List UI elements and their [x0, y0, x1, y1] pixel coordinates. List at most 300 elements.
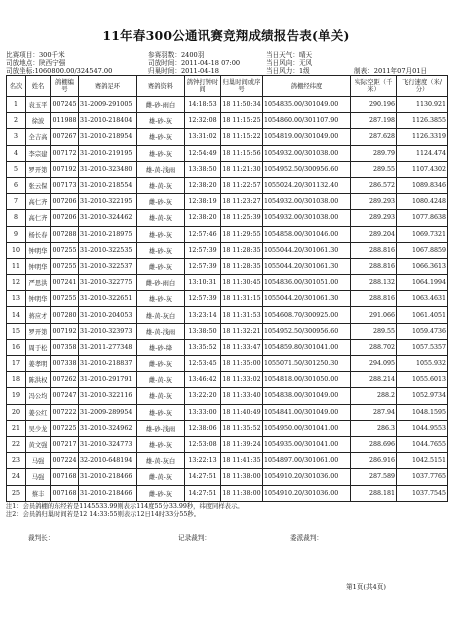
header-loft-id: 鸽棚编号 — [51, 76, 79, 97]
cell-clock-time: 12:38:06 — [185, 420, 221, 436]
cell-bird-info: 雄-砂-灰 — [137, 226, 185, 242]
cell-loft-id: 007358 — [51, 339, 79, 355]
cell-rank: 9 — [7, 226, 26, 242]
cell-ring-number: 31-2010-204053 — [79, 307, 137, 323]
cell-clock-time: 13:33:00 — [185, 404, 221, 420]
cell-return-time: 18 11:22:57 — [221, 177, 263, 193]
cell-return-time: 18 11:35:00 — [221, 356, 263, 372]
cell-name: 钟明华 — [26, 291, 51, 307]
cell-loft-coords: 1054841.00/301049.00 — [263, 404, 351, 420]
cell-rank: 8 — [7, 210, 26, 226]
cell-bird-info: 雄-砂-灰 — [137, 291, 185, 307]
cell-bird-info: 雄-砂-灰 — [137, 129, 185, 145]
cell-clock-time: 12:57:46 — [185, 226, 221, 242]
cell-distance: 287.198 — [351, 113, 397, 129]
cell-clock-time: 13:31:02 — [185, 129, 221, 145]
cell-name: 李宗建 — [26, 145, 51, 161]
cell-clock-time: 12:53:45 — [185, 356, 221, 372]
table-row — [7, 242, 448, 258]
cell-loft-id: 007255 — [51, 291, 79, 307]
cell-speed: 1069.7321 — [397, 226, 448, 242]
cell-loft-coords: 1054932.00/301038.00 — [263, 145, 351, 161]
cell-return-time: 18 11:31:15 — [221, 291, 263, 307]
cell-speed: 1055.932 — [397, 356, 448, 372]
cell-loft-coords: 1054835.00/301049.00 — [263, 97, 351, 113]
note-2: 注2：会员鸽归巢时间若是12 14:33:55则表示12日14时33分55秒。 — [6, 511, 200, 518]
cell-return-time: 18 11:15:56 — [221, 145, 263, 161]
cell-ring-number: 31-2010-322651 — [79, 291, 137, 307]
table-row — [7, 194, 448, 210]
table-row — [7, 145, 448, 161]
cell-ring-number: 31-2010-324462 — [79, 210, 137, 226]
cell-speed: 1124.474 — [397, 145, 448, 161]
cell-distance: 287.628 — [351, 129, 397, 145]
cell-speed: 1107.4302 — [397, 161, 448, 177]
cell-return-time: 18 11:32:21 — [221, 323, 263, 339]
cell-rank: 4 — [7, 145, 26, 161]
cell-return-time: 18 11:28:35 — [221, 258, 263, 274]
cell-rank: 24 — [7, 469, 26, 485]
cell-distance: 288.181 — [351, 485, 397, 501]
cell-name: 徐波 — [26, 113, 51, 129]
cell-return-time: 18 11:33:40 — [221, 388, 263, 404]
cell-rank: 16 — [7, 339, 26, 355]
cell-return-time: 18 11:23:27 — [221, 194, 263, 210]
cell-clock-time: 13:22:20 — [185, 388, 221, 404]
cell-loft-id: 007280 — [51, 307, 79, 323]
cell-name: 钟明华 — [26, 258, 51, 274]
cell-name: 冯公均 — [26, 388, 51, 404]
table-row — [7, 307, 448, 323]
cell-clock-time: 13:38:50 — [185, 323, 221, 339]
cell-distance: 289.293 — [351, 194, 397, 210]
cell-bird-info: 雄-砂-灰 — [137, 436, 185, 452]
header-clock-time: 鸽钟打钟时间 — [185, 76, 221, 97]
cell-rank: 5 — [7, 161, 26, 177]
cell-bird-info: 雄-黄-灰 — [137, 210, 185, 226]
cell-name: 周于松 — [26, 339, 51, 355]
cell-loft-coords: 1054952.50/300956.60 — [263, 161, 351, 177]
cell-speed: 1059.4736 — [397, 323, 448, 339]
cell-return-time: 18 11:28:35 — [221, 242, 263, 258]
cell-rank: 12 — [7, 275, 26, 291]
table-row — [7, 210, 448, 226]
table-row — [7, 420, 448, 436]
table-row — [7, 177, 448, 193]
table-row — [7, 226, 448, 242]
cell-clock-time: 12:38:20 — [185, 210, 221, 226]
cell-name: 陈洪权 — [26, 372, 51, 388]
made-date: 制表：2011年07月01日 — [354, 67, 428, 75]
cell-clock-time: 13:23:14 — [185, 307, 221, 323]
cell-rank: 18 — [7, 372, 26, 388]
cell-clock-time: 12:54:49 — [185, 145, 221, 161]
cell-clock-time: 13:22:13 — [185, 453, 221, 469]
wind-force: 当日风力：1级 — [266, 67, 310, 75]
header-return-time: 归巢时间或序号 — [221, 76, 263, 97]
cell-return-time: 18 11:41:35 — [221, 453, 263, 469]
cell-speed: 1064.1994 — [397, 275, 448, 291]
cell-clock-time: 12:32:08 — [185, 113, 221, 129]
table-row — [7, 339, 448, 355]
cell-loft-coords: 1054932.00/301038.00 — [263, 194, 351, 210]
cell-ring-number: 31-2010-322775 — [79, 275, 137, 291]
cell-bird-info: 雄-黄-浅雨 — [137, 161, 185, 177]
cell-bird-info: 雄-黄-灰白 — [137, 307, 185, 323]
cell-distance: 291.066 — [351, 307, 397, 323]
cell-ring-number: 31-2010-218404 — [79, 113, 137, 129]
cell-clock-time: 14:27:51 — [185, 469, 221, 485]
header-ring-number: 赛鸽足环 — [79, 76, 137, 97]
cell-ring-number: 31-2010-322116 — [79, 388, 137, 404]
cell-loft-id: 007222 — [51, 404, 79, 420]
cell-distance: 288.816 — [351, 242, 397, 258]
cell-loft-coords: 1054950.00/301041.00 — [263, 420, 351, 436]
cell-ring-number: 31-2010-218954 — [79, 129, 137, 145]
cell-loft-id: 007247 — [51, 388, 79, 404]
cell-distance: 286.572 — [351, 177, 397, 193]
cell-distance: 286.3 — [351, 420, 397, 436]
table-row — [7, 258, 448, 274]
cell-speed: 1055.6013 — [397, 372, 448, 388]
cell-distance: 288.816 — [351, 258, 397, 274]
cell-distance: 294.095 — [351, 356, 397, 372]
cell-ring-number: 31-2009-289954 — [79, 404, 137, 420]
table-row — [7, 129, 448, 145]
cell-ring-number: 31-2010-218466 — [79, 485, 137, 501]
cell-name: 高仁齐 — [26, 210, 51, 226]
table-row — [7, 485, 448, 501]
cell-distance: 289.55 — [351, 323, 397, 339]
cell-speed: 1126.3855 — [397, 113, 448, 129]
cell-speed: 1057.5357 — [397, 339, 448, 355]
release-place: 司放地点：陕西宁强 — [6, 59, 66, 67]
page-title: 11年春300公通讯赛竞翔成绩报告表(单关) — [102, 28, 350, 43]
cell-bird-info: 雌-黄-灰 — [137, 372, 185, 388]
cell-speed: 1037.7765 — [397, 469, 448, 485]
cell-loft-coords: 1054932.00/301038.00 — [263, 210, 351, 226]
cell-loft-coords: 1054819.00/301049.00 — [263, 129, 351, 145]
cell-return-time: 18 11:35:52 — [221, 420, 263, 436]
cell-ring-number: 31-2010-218466 — [79, 469, 137, 485]
cell-distance: 290.196 — [351, 97, 397, 113]
cell-name: 姜公红 — [26, 404, 51, 420]
cell-bird-info: 雄-砂-灰 — [137, 404, 185, 420]
cell-loft-coords: 1055044.20/301061.30 — [263, 242, 351, 258]
cell-loft-id: 007225 — [51, 420, 79, 436]
cell-ring-number: 31-2010-291791 — [79, 372, 137, 388]
wind-direction: 当日风向：无风 — [266, 59, 313, 67]
cell-return-time: 18 11:33:47 — [221, 339, 263, 355]
cell-loft-id: 007288 — [51, 226, 79, 242]
cell-rank: 11 — [7, 258, 26, 274]
header-speed: 飞行速度（米/分） — [397, 76, 448, 97]
header-bird-info: 赛鸽资料 — [137, 76, 185, 97]
cell-name: 严思洪 — [26, 275, 51, 291]
cell-loft-coords: 1054910.20/301036.00 — [263, 469, 351, 485]
cell-loft-id: 007172 — [51, 145, 79, 161]
cell-loft-coords: 1055044.20/301061.30 — [263, 258, 351, 274]
cell-clock-time: 12:38:20 — [185, 177, 221, 193]
cell-bird-info: 雄-砂-灰 — [137, 113, 185, 129]
cell-speed: 1037.7545 — [397, 485, 448, 501]
cell-loft-id: 007267 — [51, 129, 79, 145]
cell-return-time: 18 11:38:00 — [221, 485, 263, 501]
cell-return-time: 18 11:30:45 — [221, 275, 263, 291]
cell-loft-id: 007255 — [51, 242, 79, 258]
cell-loft-id: 007338 — [51, 356, 79, 372]
cell-distance: 288.816 — [351, 291, 397, 307]
cell-name: 杨长春 — [26, 226, 51, 242]
release-time: 司放时间：2011-04-18 07:00 — [148, 59, 241, 67]
table-row — [7, 323, 448, 339]
cell-bird-info: 雌-砂-灰 — [137, 485, 185, 501]
cell-ring-number: 31-2010-322195 — [79, 194, 137, 210]
cell-ring-number: 31-2010-324962 — [79, 420, 137, 436]
cell-ring-number: 31-2009-291005 — [79, 97, 137, 113]
release-coords: 司放坐标:1060800.00/324547.00 — [6, 67, 113, 75]
cell-ring-number: 31-2010-218837 — [79, 356, 137, 372]
entries-count: 参赛羽数：2400羽 — [148, 51, 205, 59]
cell-rank: 6 — [7, 177, 26, 193]
return-time: 归巢时间：2011-04-18 — [148, 67, 219, 75]
cell-distance: 288.214 — [351, 372, 397, 388]
table-row — [7, 469, 448, 485]
table-row — [7, 404, 448, 420]
cell-clock-time: 13:10:31 — [185, 275, 221, 291]
table-row — [7, 372, 448, 388]
cell-distance: 286.916 — [351, 453, 397, 469]
cell-loft-id: 007255 — [51, 258, 79, 274]
cell-name: 蒋应才 — [26, 307, 51, 323]
table-row — [7, 436, 448, 452]
cell-name: 马强 — [26, 453, 51, 469]
cell-clock-time: 12:57:39 — [185, 258, 221, 274]
weather: 当日天气：晴天 — [266, 51, 313, 59]
cell-clock-time: 12:53:08 — [185, 436, 221, 452]
table-row — [7, 275, 448, 291]
cell-loft-id: 007206 — [51, 194, 79, 210]
cell-distance: 288.132 — [351, 275, 397, 291]
cell-ring-number: 31-2010-219195 — [79, 145, 137, 161]
cell-speed: 1063.4631 — [397, 291, 448, 307]
results-table — [6, 75, 448, 502]
cell-distance: 287.589 — [351, 469, 397, 485]
cell-speed: 1061.4051 — [397, 307, 448, 323]
cell-bird-info: 雄-黄-灰白 — [137, 453, 185, 469]
cell-loft-coords: 1055071.50/301250.30 — [263, 356, 351, 372]
cell-bird-info: 雌-砂-雨白 — [137, 97, 185, 113]
table-header-row — [7, 76, 448, 97]
cell-ring-number: 31-2010-324773 — [79, 436, 137, 452]
cell-speed: 1066.3613 — [397, 258, 448, 274]
table-row — [7, 113, 448, 129]
cell-return-time: 18 11:15:25 — [221, 113, 263, 129]
cell-distance: 289.79 — [351, 145, 397, 161]
cell-loft-id: 007206 — [51, 210, 79, 226]
cell-loft-coords: 1054910.20/301036.00 — [263, 485, 351, 501]
table-row — [7, 453, 448, 469]
cell-distance: 289.55 — [351, 161, 397, 177]
page-number: 第1页(共4页) — [346, 583, 386, 591]
delegate-signature: 委派裁判： — [290, 534, 323, 542]
cell-distance: 288.2 — [351, 388, 397, 404]
cell-loft-coords: 1054952.50/300956.60 — [263, 323, 351, 339]
cell-clock-time: 12:57:39 — [185, 291, 221, 307]
referee-signature: 裁判长： — [28, 534, 55, 542]
cell-bird-info: 雄-黄-灰 — [137, 388, 185, 404]
cell-return-time: 18 11:38:00 — [221, 469, 263, 485]
cell-loft-coords: 1054860.00/301107.90 — [263, 113, 351, 129]
header-name: 姓名 — [26, 76, 51, 97]
cell-return-time: 18 11:25:39 — [221, 210, 263, 226]
cell-distance: 288.702 — [351, 339, 397, 355]
cell-bird-info: 雄-砂-灰 — [137, 145, 185, 161]
cell-name: 罗开第 — [26, 323, 51, 339]
cell-speed: 1044.9553 — [397, 420, 448, 436]
cell-return-time: 18 11:33:02 — [221, 372, 263, 388]
cell-loft-id: 007245 — [51, 97, 79, 113]
cell-ring-number: 31-2010-218975 — [79, 226, 137, 242]
cell-rank: 19 — [7, 388, 26, 404]
cell-name: 马强 — [26, 469, 51, 485]
cell-clock-time: 14:18:53 — [185, 97, 221, 113]
cell-speed: 1052.9734 — [397, 388, 448, 404]
cell-bird-info: 雄-砂-绛 — [137, 339, 185, 355]
cell-return-time: 18 11:15:22 — [221, 129, 263, 145]
cell-name: 全吉高 — [26, 129, 51, 145]
cell-loft-coords: 1054818.00/301050.00 — [263, 372, 351, 388]
cell-name: 袁玉平 — [26, 97, 51, 113]
cell-bird-info: 雌-砂-灰 — [137, 258, 185, 274]
cell-return-time: 18 11:21:30 — [221, 161, 263, 177]
cell-distance: 287.94 — [351, 404, 397, 420]
cell-speed: 1126.3319 — [397, 129, 448, 145]
cell-loft-coords: 1054608.70/300925.00 — [263, 307, 351, 323]
header-loft-coords: 鸽棚经纬度 — [263, 76, 351, 97]
cell-loft-id: 007241 — [51, 275, 79, 291]
cell-bird-info: 雄-黄-灰 — [137, 177, 185, 193]
cell-name: 吴少龙 — [26, 420, 51, 436]
header-distance: 实际空距（千米） — [351, 76, 397, 97]
race-item: 比赛项目：300千米 — [6, 51, 65, 59]
cell-name: 张云保 — [26, 177, 51, 193]
table-row — [7, 161, 448, 177]
cell-distance: 289.293 — [351, 210, 397, 226]
cell-speed: 1044.7655 — [397, 436, 448, 452]
cell-speed: 1080.4248 — [397, 194, 448, 210]
table-row — [7, 388, 448, 404]
cell-bird-info: 雌-砂-雨白 — [137, 275, 185, 291]
recorder-signature: 记录裁判： — [178, 534, 211, 542]
cell-return-time: 18 11:39:24 — [221, 436, 263, 452]
cell-clock-time: 12:38:19 — [185, 194, 221, 210]
cell-return-time: 18 11:50:34 — [221, 97, 263, 113]
cell-ring-number: 31-2010-323480 — [79, 161, 137, 177]
cell-loft-id: 007217 — [51, 436, 79, 452]
cell-rank: 25 — [7, 485, 26, 501]
cell-distance: 288.696 — [351, 436, 397, 452]
cell-ring-number: 31-2010-218554 — [79, 177, 137, 193]
cell-bird-info: 雄-黄-浅雨 — [137, 323, 185, 339]
cell-bird-info: 雌-砂-灰 — [137, 194, 185, 210]
cell-loft-coords: 1054838.00/301049.00 — [263, 388, 351, 404]
cell-ring-number: 31-2010-322537 — [79, 258, 137, 274]
cell-loft-coords: 1054858.00/301046.00 — [263, 226, 351, 242]
cell-speed: 1042.5151 — [397, 453, 448, 469]
cell-ring-number: 32-2010-648194 — [79, 453, 137, 469]
cell-rank: 15 — [7, 323, 26, 339]
cell-speed: 1130.921 — [397, 97, 448, 113]
cell-ring-number: 31-2010-323973 — [79, 323, 137, 339]
cell-clock-time: 13:46:42 — [185, 372, 221, 388]
cell-loft-id: 007168 — [51, 485, 79, 501]
cell-rank: 3 — [7, 129, 26, 145]
cell-name: 高仁齐 — [26, 194, 51, 210]
cell-clock-time: 12:57:39 — [185, 242, 221, 258]
cell-loft-id: 011988 — [51, 113, 79, 129]
cell-rank: 7 — [7, 194, 26, 210]
cell-return-time: 18 11:29:55 — [221, 226, 263, 242]
cell-loft-coords: 1054836.00/301051.00 — [263, 275, 351, 291]
cell-loft-id: 007173 — [51, 177, 79, 193]
cell-speed: 1067.8859 — [397, 242, 448, 258]
cell-name: 钟明华 — [26, 242, 51, 258]
cell-clock-time: 14:27:51 — [185, 485, 221, 501]
cell-loft-id: 007168 — [51, 469, 79, 485]
cell-loft-id: 007262 — [51, 372, 79, 388]
table-row — [7, 97, 448, 113]
table-row — [7, 356, 448, 372]
cell-name: 蔡丰 — [26, 485, 51, 501]
table-row — [7, 291, 448, 307]
cell-rank: 23 — [7, 453, 26, 469]
note-1: 注1：会员鸽棚的东经若是1145533.99则表示114度55分33.99秒，纬度同样表示。 — [6, 503, 244, 510]
cell-clock-time: 13:35:52 — [185, 339, 221, 355]
cell-rank: 20 — [7, 404, 26, 420]
cell-ring-number: 31-2011-277348 — [79, 339, 137, 355]
cell-name: 姜孝明 — [26, 356, 51, 372]
cell-loft-coords: 1054859.80/301041.00 — [263, 339, 351, 355]
cell-rank: 22 — [7, 436, 26, 452]
cell-rank: 2 — [7, 113, 26, 129]
cell-name: 罗开第 — [26, 161, 51, 177]
cell-rank: 14 — [7, 307, 26, 323]
cell-rank: 21 — [7, 420, 26, 436]
cell-distance: 289.204 — [351, 226, 397, 242]
cell-bird-info: 雄-砂-灰 — [137, 242, 185, 258]
cell-speed: 1077.8638 — [397, 210, 448, 226]
header-rank: 名次 — [7, 76, 26, 97]
cell-loft-coords: 1054897.00/301061.00 — [263, 453, 351, 469]
cell-loft-id: 007192 — [51, 323, 79, 339]
cell-clock-time: 13:38:50 — [185, 161, 221, 177]
cell-rank: 1 — [7, 97, 26, 113]
cell-return-time: 18 11:31:53 — [221, 307, 263, 323]
cell-rank: 10 — [7, 242, 26, 258]
cell-rank: 13 — [7, 291, 26, 307]
cell-loft-coords: 1055044.20/301061.30 — [263, 291, 351, 307]
cell-bird-info: 雄-砂-浅雨 — [137, 420, 185, 436]
cell-bird-info: 雌-黄-灰 — [137, 469, 185, 485]
cell-speed: 1048.1595 — [397, 404, 448, 420]
cell-ring-number: 31-2010-322535 — [79, 242, 137, 258]
cell-name: 黄文强 — [26, 436, 51, 452]
cell-loft-id: 007192 — [51, 161, 79, 177]
cell-rank: 17 — [7, 356, 26, 372]
cell-loft-id: 007224 — [51, 453, 79, 469]
cell-bird-info: 雌-砂-灰 — [137, 356, 185, 372]
